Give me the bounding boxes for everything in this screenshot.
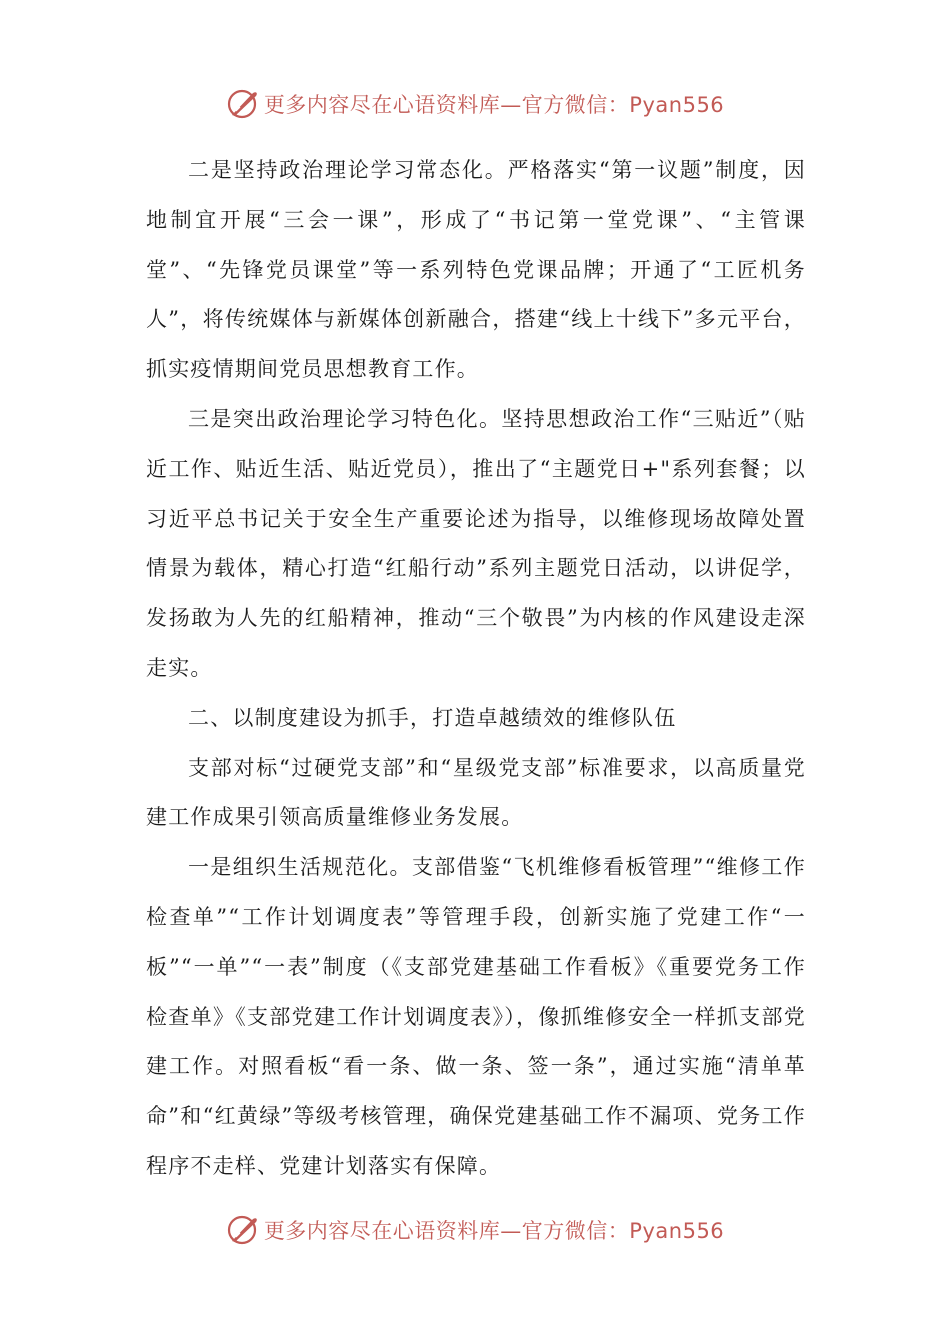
document-body [146,146,806,1192]
paragraph-political-study-characteristics: 三是突出政治理论学习特色化。坚持思想政治工作“三贴近”（贴近工作、贴近生活、贴近党员），推出了“主题党日+"系列套餐；以习近平总书记关于安全生产重要论述为指导，以维修现场故障处置情景为载体，精心打造“红船行动”系列主题党日活动，以讲促学，发扬敢为人先的红船精神，推动“三个敬畏”为内核的作风建设走深走实。 [146,406,806,680]
paragraph-organization-life-standardization: 一是组织生活规范化。支部借鉴“飞机维修看板管理”“维修工作检查单”“工作计划调度表”等管理手段，创新实施了党建工作“一板”“一单”“一表”制度（《支部党建基础工作看板》《重要党务工作检查单》《支部党建工作计划调度表》），像抓维修安全一样抓支部党建工作。对照看板“看一条、做一条、签一条”，通过实施“清单革命”和“红黄绿”等级考核管理，确保党建基础工作不漏项、党务工作程序不走样、党建计划落实有保障。 [146,855,806,1178]
paragraph-branch-standards: 支部对标“过硬党支部”和“星级党支部”标准要求，以高质量党建工作成果引领高质量维修业务发展。 [146,755,806,830]
header-watermark-text: 更多内容尽在心语资料库—官方微信：Pyan556 [263,93,725,117]
paragraph-political-study-normalization: 二是坚持政治理论学习常态化。严格落实“第一议题”制度，因地制宜开展“三会一课”，形成了“书记第一堂党课”、“主管课堂”、“先锋党员课堂”等一系列特色党课品牌；开通了“工匠机务人”，将传统媒体与新媒体创新融合，搭建“线上十线下”多元平台，抓实疫情期间党员思想教育工作。 [146,158,806,382]
footer-watermark-text: 更多内容尽在心语资料库—官方微信：Pyan556 [263,1219,725,1243]
quill-logo-icon [226,1213,260,1247]
section-heading-institution-building: 二、以制度建设为抓手，打造卓越绩效的维修队伍 [188,705,677,730]
quill-logo-icon [226,87,260,121]
header-watermark-banner [0,82,950,126]
footer-watermark-banner [0,1208,950,1252]
